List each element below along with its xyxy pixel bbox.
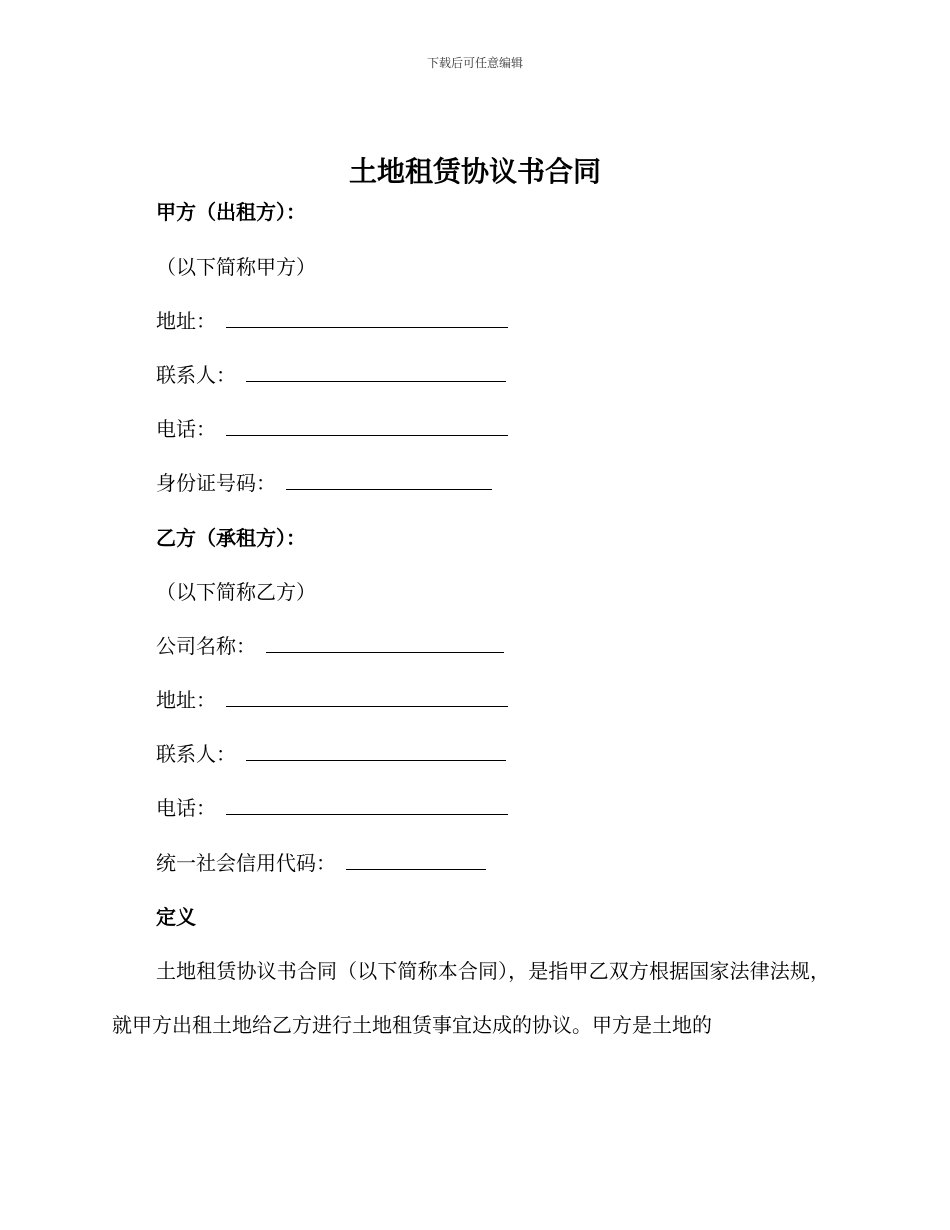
party-a-address-blank[interactable]	[226, 307, 508, 328]
party-a-contact-row	[156, 361, 506, 389]
party-a-phone-row	[156, 415, 508, 443]
header-note: 下载后可任意编辑	[426, 56, 523, 70]
definition-heading: 定义	[156, 905, 196, 929]
party-b-phone-row	[156, 794, 508, 822]
party-b-address-blank[interactable]	[226, 686, 508, 707]
party-a-address-label: 地址：	[156, 309, 216, 333]
party-b-contact-label: 联系人：	[156, 742, 236, 766]
party-a-address-row	[156, 307, 508, 335]
party-b-company-blank[interactable]	[266, 632, 504, 653]
party-a-heading: 甲方（出租方）：	[156, 200, 306, 224]
party-a-phone-blank[interactable]	[226, 415, 508, 436]
party-b-alias: （以下简称乙方）	[156, 580, 316, 604]
party-b-phone-label: 电话：	[156, 796, 216, 820]
party-b-phone-blank[interactable]	[226, 794, 508, 815]
party-b-company-row	[156, 632, 504, 660]
party-a-contact-blank[interactable]	[246, 361, 506, 382]
party-a-alias: （以下简称甲方）	[156, 255, 316, 279]
party-b-contact-row	[156, 740, 506, 768]
document-title: 土地租赁协议书合同	[348, 155, 601, 188]
party-b-heading: 乙方（承租方）：	[156, 526, 306, 550]
party-a-contact-label: 联系人：	[156, 363, 236, 387]
party-b-address-row	[156, 686, 508, 714]
party-b-contact-blank[interactable]	[246, 740, 506, 761]
party-a-id-row	[156, 469, 492, 497]
party-a-id-label: 身份证号码：	[156, 471, 276, 495]
party-a-id-blank[interactable]	[286, 469, 492, 490]
party-a-phone-label: 电话：	[156, 417, 216, 441]
party-b-credit-code-row	[156, 849, 486, 877]
party-b-address-label: 地址：	[156, 688, 216, 712]
party-b-credit-code-blank[interactable]	[346, 849, 486, 870]
definition-paragraph: 土地租赁协议书合同（以下简称本合同），是指甲乙双方根据国家法律法规，就甲方出租土地给乙方进行土地租赁事宜达成的协议。甲方是土地的	[112, 959, 830, 1037]
party-b-company-label: 公司名称：	[156, 634, 256, 658]
party-b-credit-code-label: 统一社会信用代码：	[156, 851, 336, 875]
